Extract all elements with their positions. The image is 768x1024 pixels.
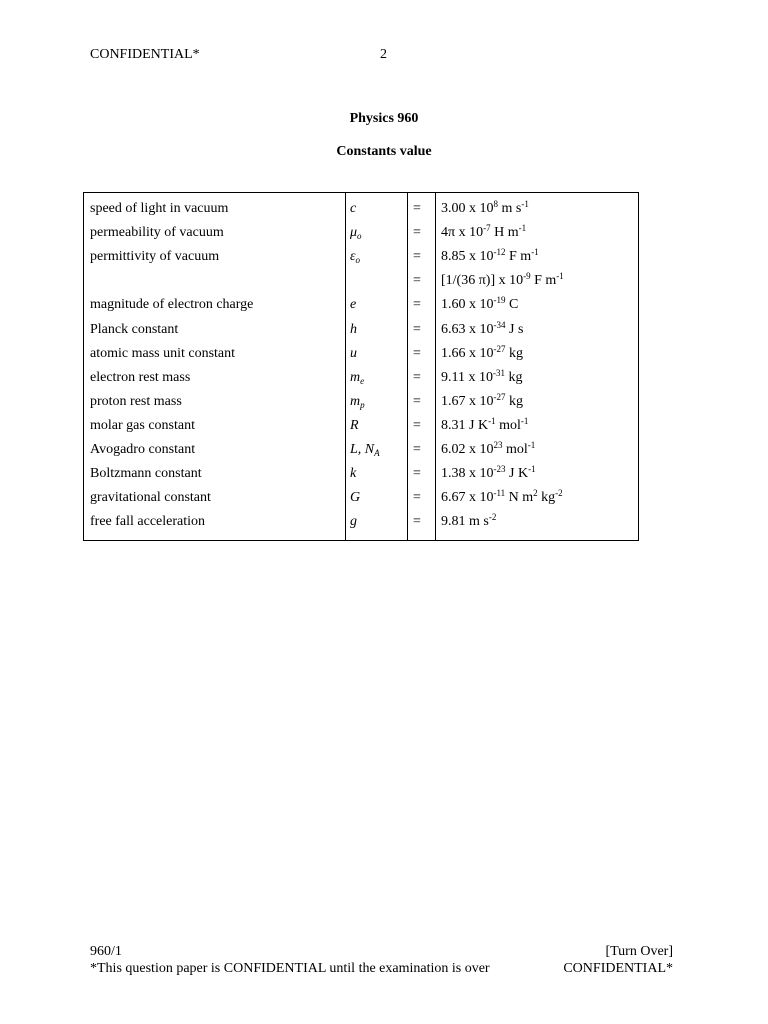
equals-sign: =	[413, 490, 421, 506]
constant-name: free fall acceleration	[90, 514, 206, 530]
equals-sign: =	[413, 201, 421, 216]
constant-row	[84, 221, 638, 245]
constant-row	[84, 342, 638, 366]
constant-row	[84, 318, 638, 342]
constant-value: 3.00 x $10^8$ m $s^{-1}$	[441, 199, 529, 216]
constant-name: Planck constant	[90, 321, 179, 337]
constant-row	[84, 462, 638, 486]
constant-name: gravitational constant	[90, 490, 211, 506]
equals-sign: =	[413, 249, 421, 265]
equals-sign: =	[413, 297, 421, 313]
constant-value: 1.67 x $10^{-27}$ kg	[441, 391, 523, 409]
equals-sign: =	[413, 273, 421, 289]
constant-symbol: $m_p$	[350, 393, 365, 410]
constant-symbol: e	[350, 297, 357, 313]
constant-row	[84, 245, 638, 269]
symbol-subscript: A	[374, 448, 380, 458]
constant-name: speed of light in vacuum	[90, 201, 229, 216]
constant-value: 6.67 x $10^{-11}$ N $m^2$ $kg^{-2}$	[441, 488, 563, 506]
symbol-subscript: o	[355, 255, 361, 266]
constant-value: 1.38 x $10^{-23}$ J $K^{-1}$	[441, 464, 536, 482]
constant-symbol: h	[350, 321, 357, 337]
constant-symbol: $\varepsilon_o$	[350, 249, 361, 266]
equals-sign: =	[413, 225, 421, 241]
constant-row	[84, 197, 638, 221]
constant-name: proton rest mass	[90, 393, 182, 409]
footer-confidential: CONFIDENTIAL*	[563, 961, 673, 976]
constant-value: 9.81 m $s^{-2}$	[441, 512, 497, 530]
constant-value: 9.11 x $10^{-31}$ kg	[441, 367, 523, 385]
constant-symbol: R	[350, 417, 359, 433]
confidential-notice: *This question paper is CONFIDENTIAL until the examination is over	[90, 961, 490, 976]
constant-symbol: k	[350, 466, 357, 482]
constant-name: Boltzmann constant	[90, 466, 202, 482]
equals-sign: =	[413, 442, 421, 457]
constant-row	[84, 390, 638, 414]
constant-value: 8.31 J $K^{-1}$ mol$^{-1}$	[441, 415, 529, 433]
equals-sign: =	[413, 514, 421, 530]
constant-name: atomic mass unit constant	[90, 345, 236, 361]
constant-symbol: L, $N_A$	[350, 442, 380, 458]
turn-over-label: [Turn Over]	[605, 944, 673, 959]
equals-sign: =	[413, 417, 421, 433]
constant-row	[84, 293, 638, 317]
constant-value: 8.85 x $10^{-12}$ F $m^{-1}$	[441, 247, 539, 265]
subject-title: Physics 960	[349, 111, 419, 126]
constant-value: 4π x $10^{-7}$ H $m^{-1}$	[441, 223, 527, 241]
constant-name: permittivity of vacuum	[90, 249, 220, 265]
constant-symbol: u	[350, 345, 357, 361]
constant-row	[84, 438, 638, 462]
constant-value: 1.66 x $10^{-27}$ kg	[441, 343, 523, 361]
constant-symbol: $m_e$	[350, 369, 365, 386]
constant-symbol: G	[350, 490, 361, 506]
equals-sign: =	[413, 466, 421, 482]
constant-symbol: $\mu_o$	[350, 225, 362, 242]
constant-name: Avogadro constant	[90, 442, 196, 457]
constant-row	[84, 366, 638, 390]
constant-row	[84, 269, 638, 293]
constant-name: molar gas constant	[90, 417, 195, 433]
constant-name: electron rest mass	[90, 369, 191, 385]
header-confidential: CONFIDENTIAL*	[90, 47, 200, 62]
constant-value: [1/(36 π)] x $10^{-9}$ F $m^{-1}$	[441, 271, 564, 289]
page-number: 2	[380, 47, 387, 62]
page-title: Constants value	[336, 144, 432, 159]
paper-code: 960/1	[90, 944, 122, 959]
equals-sign: =	[413, 321, 421, 337]
constant-value: 1.60 x $10^{-19}$ C	[441, 295, 519, 313]
constant-row	[84, 510, 638, 534]
constant-symbol: c	[350, 201, 357, 216]
constants-table	[83, 192, 639, 541]
constant-value: 6.02 x $10^{23}$ mol$^{-1}$	[441, 440, 536, 457]
symbol-subscript: e	[360, 375, 365, 386]
constant-row	[84, 414, 638, 438]
constant-row	[84, 486, 638, 510]
constant-name: magnitude of electron charge	[90, 297, 254, 313]
symbol-subscript: o	[357, 231, 362, 242]
equals-sign: =	[413, 369, 421, 385]
constant-symbol: g	[350, 514, 357, 530]
equals-sign: =	[413, 345, 421, 361]
symbol-subscript: p	[360, 399, 365, 410]
constant-name: permeability of vacuum	[90, 225, 224, 241]
equals-sign: =	[413, 393, 421, 409]
constant-value: 6.63 x $10^{-34}$ J s	[441, 319, 524, 337]
